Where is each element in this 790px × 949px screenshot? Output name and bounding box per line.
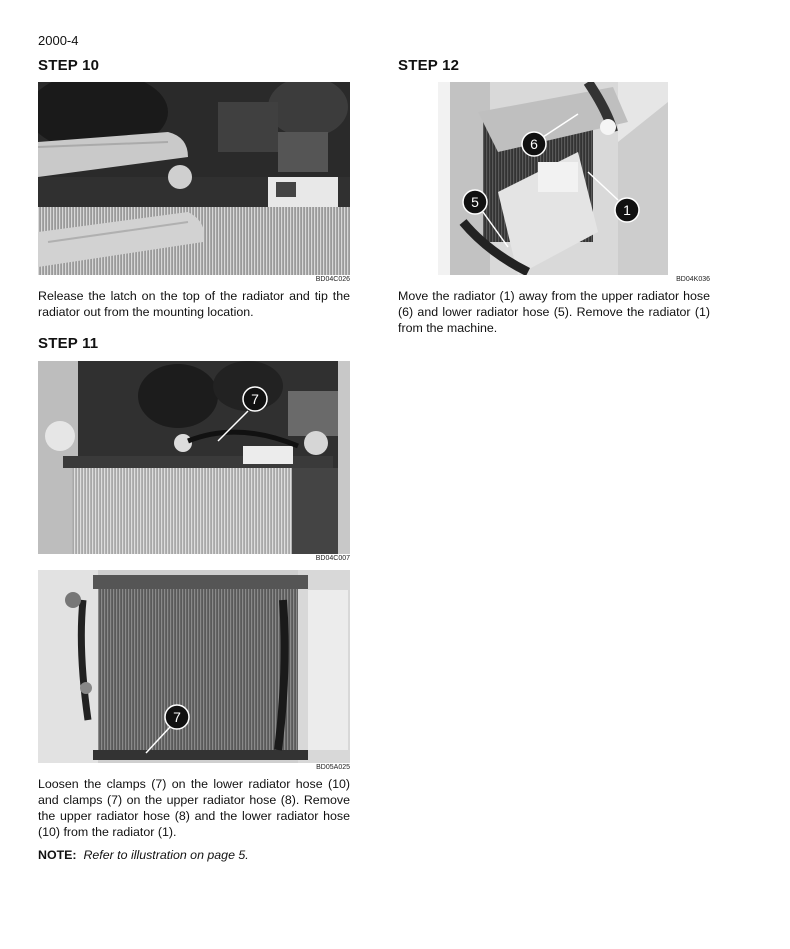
step-10-figure-code: BD04C026 xyxy=(315,276,350,283)
step-12-text: Move the radiator (1) away from the upper radiator hose (6) and lower radiator hose (5). Remove the radiator (1) from the machine. xyxy=(398,289,710,335)
step-12-figure-code: BD04K036 xyxy=(676,276,710,283)
note-label: NOTE: xyxy=(38,848,77,862)
callout-7-badge xyxy=(243,387,267,411)
step-11-figure-2-code: BD05A025 xyxy=(316,764,350,771)
callout-6-badge xyxy=(522,132,546,156)
callout-5-label: 5 xyxy=(471,194,479,210)
step-12-title: STEP 12 xyxy=(398,57,460,74)
callout-7-badge xyxy=(165,705,189,729)
note xyxy=(38,848,249,862)
callout-5-badge xyxy=(463,190,487,214)
step-11-title: STEP 11 xyxy=(38,335,99,352)
callout-1-label: 1 xyxy=(623,202,631,218)
step-10-title: STEP 10 xyxy=(38,57,100,74)
step-11-text: Loosen the clamps (7) on the lower radiator hose (10) and clamps (7) on the upper radiator hose (8). Remove the upper radiator hose (8) and the lower radiator hose (10) from the radiator (1). xyxy=(38,777,350,839)
callout-7-label: 7 xyxy=(251,391,259,407)
callout-7-label: 7 xyxy=(173,709,181,725)
step-11-photo-2 xyxy=(38,570,350,763)
step-10-photo xyxy=(38,82,350,275)
note-text: Refer to illustration on page 5. xyxy=(83,848,249,862)
step-11-figure-1-code: BD04C007 xyxy=(315,555,350,562)
step-10-text: Release the latch on the top of the radiator and tip the radiator out from the mounting location. xyxy=(38,289,350,319)
page-number: 2000-4 xyxy=(38,33,79,48)
callout-1-badge xyxy=(615,198,639,222)
step-11-photo-1 xyxy=(38,361,350,554)
callout-6-label: 6 xyxy=(530,136,538,152)
step-12-photo xyxy=(438,82,668,275)
